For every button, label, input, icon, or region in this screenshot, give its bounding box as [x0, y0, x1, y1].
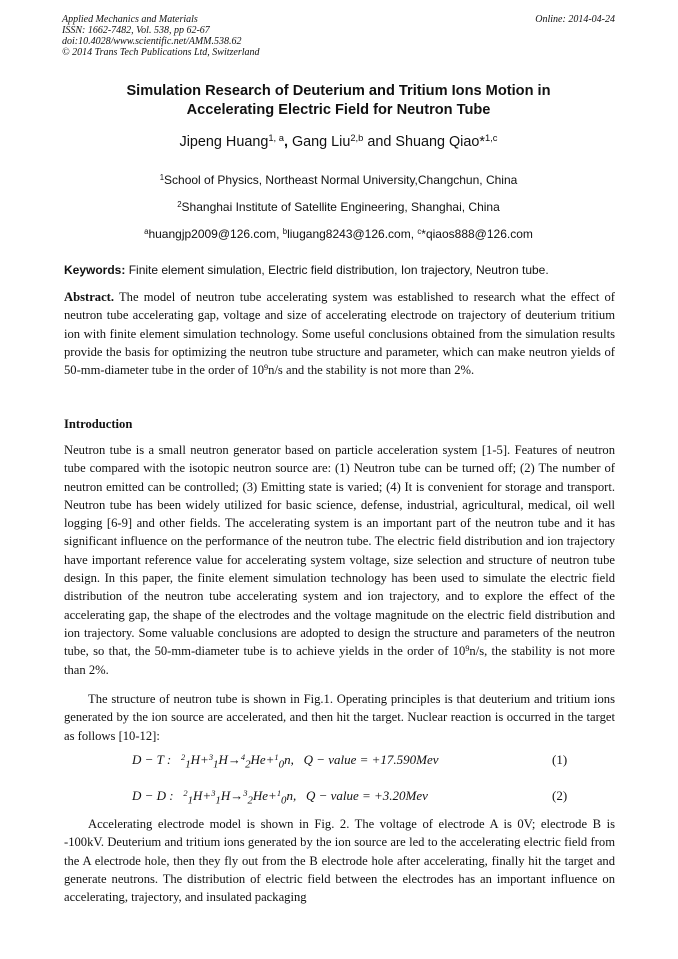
- keywords-label: Keywords:: [64, 263, 126, 277]
- abstract-label: Abstract.: [64, 290, 115, 304]
- affiliation-2: [62, 200, 615, 214]
- author-name: Jipeng Huang: [179, 134, 269, 150]
- abstract-tail: n/s and the stability is not more than 2%.: [268, 363, 475, 378]
- email-sup: c: [417, 227, 422, 237]
- author-and: and: [367, 134, 392, 150]
- keywords: [64, 263, 615, 277]
- abstract-text: The model of neutron tube accelerating system was established to research what the effect of neutron tube accelerating gap, voltage and size of accelerating electrode on trajectory of deuterium tritium ion with finite element simulation technology. Some useful conclusions obtained from the simulation results provide the basis for optimizing the neutron tube structure and parameter, which can make neutron yields of 50-mm-diameter tube in the order of 10: [64, 290, 616, 378]
- author-sup: 1, a: [268, 133, 284, 144]
- eq2-lhs: D − D :: [132, 788, 174, 803]
- abstract: [64, 288, 615, 379]
- abstract-exponent: 9: [264, 363, 269, 373]
- intro-p1-exponent: 9: [465, 644, 470, 654]
- eq2-reaction: $^2_1$H+$^3_1$H→$^3_2$He+$^1_0$n,: [183, 787, 297, 807]
- aff-sup: 2: [177, 200, 182, 210]
- email-line: [62, 227, 615, 241]
- title-line-2: Accelerating Electric Field for Neutron Tube: [186, 102, 491, 118]
- aff-text: Shanghai Institute of Satellite Engineering, Shanghai, China: [181, 200, 500, 214]
- aff-sup: 1: [159, 173, 165, 183]
- eq2-number: (2): [552, 788, 568, 803]
- online-date: Online: 2014-04-24: [535, 14, 615, 25]
- paper-title: [62, 82, 615, 120]
- page-header: [62, 14, 615, 58]
- aff-text: School of Physics, Northeast Normal University,Changchun, China: [164, 173, 518, 187]
- copyright-line: © 2014 Trans Tech Publications Ltd, Switzerland: [62, 47, 260, 58]
- intro-paragraph-3: Accelerating electrode model is shown in Fig. 2. The voltage of electrode A is 0V; electrode B is -100kV. Deuterium and tritium ions generated by the ion source are led to the accelerating electric field from the A electrode hole, then they fly out from the B electrode hole after accelerating, finally hit the target and generate neutrons. The distribution of electric field between the electrodes has an important influence on accelerating, trajectory, and insulated packaging: [64, 817, 615, 905]
- equation-1: [132, 752, 439, 771]
- intro-paragraph-1: [64, 441, 615, 679]
- issn-line: ISSN: 1662-7482, Vol. 538, pp 62-67: [62, 25, 210, 36]
- author-sup: 1,c: [484, 133, 498, 144]
- journal-name: Applied Mechanics and Materials: [62, 14, 198, 25]
- eq1-lhs: D − T :: [132, 752, 172, 767]
- eq1-reaction: $^2_1$H+$^3_1$H→$^4_2$He+$^1_0$n,: [181, 751, 294, 771]
- doi-line[interactable]: doi:10.4028/www.scientific.net/AMM.538.62: [62, 36, 242, 47]
- eq1-number: (1): [552, 752, 568, 767]
- title-line-1: Simulation Research of Deuterium and Tritium Ions Motion in: [126, 83, 551, 99]
- author-name: Gang Liu: [291, 134, 351, 150]
- author-name: Shuang Qiao*: [395, 134, 485, 150]
- eq1-qvalue: Q − value = +17.590Mev: [303, 752, 439, 767]
- email-sup: b: [282, 227, 288, 237]
- email-b[interactable]: liugang8243@126.com,: [287, 227, 415, 241]
- section-heading: Introduction: [64, 417, 133, 431]
- intro-p1-tail: n/s, the stability is not more than 2%.: [64, 644, 616, 677]
- equation-2: [132, 788, 428, 807]
- author-list: Jipeng Huang$^{1, a}$, Gang Liu$^{2,b}$ and Shuang Qiao*$^{1,c}$: [179, 133, 498, 150]
- email-c[interactable]: *qiaos888@126.com: [421, 227, 533, 241]
- intro-p1-text: Neutron tube is a small neutron generator based on particle acceleration system [1-5]. Features of neutron tube compared with the isotopic neutron source are: (1) Neutron tube can be turned off; (2) The number of neutron emitted can be controlled; (3) Emitting state is varied; (4) It is convenient for storage and transport. Neutron tube has been widely utilized for basic science, defense, industrial, agricultural, medical, oil well logging [6-9] and other fields. The accelerating system is an important part of the neutron tube and it has significant influence on the performance of the neutron tube. The electric field distribution and ion trajectory have important reference value for accelerating system voltage, size selection and structure of neutron tube design. In this paper, the finite element simulation technology has been used to simulate the electric field distribution of the neutron tube accelerating system and ion trajectory, and to explore the effect of the accelerating gap, the shape of the electrodes and the voltage magnitude on the electric field distribution and ion trajectory. Some valuable conclusions are adopted to design the structure and parameters of the neutron tube, so that, the 50-mm-diameter tube is to achieve yields in the order of 10: [64, 443, 615, 659]
- eq2-qvalue: Q − value = +3.20Mev: [305, 788, 428, 803]
- keywords-text: Finite element simulation, Electric field distribution, Ion trajectory, Neutron tube.: [128, 263, 549, 277]
- email-sup: a: [144, 227, 149, 237]
- email-a[interactable]: huangjp2009@126.com,: [148, 227, 280, 241]
- author-sup: 2,b: [350, 133, 364, 144]
- affiliation-1: [62, 173, 615, 187]
- intro-paragraph-2: The structure of neutron tube is shown in Fig.1. Operating principles is that deuterium and tritium ions generated by the ion source are accelerated, and then hit the target. Nuclear reaction is occurred in the target as follows [10-12]:: [64, 692, 615, 743]
